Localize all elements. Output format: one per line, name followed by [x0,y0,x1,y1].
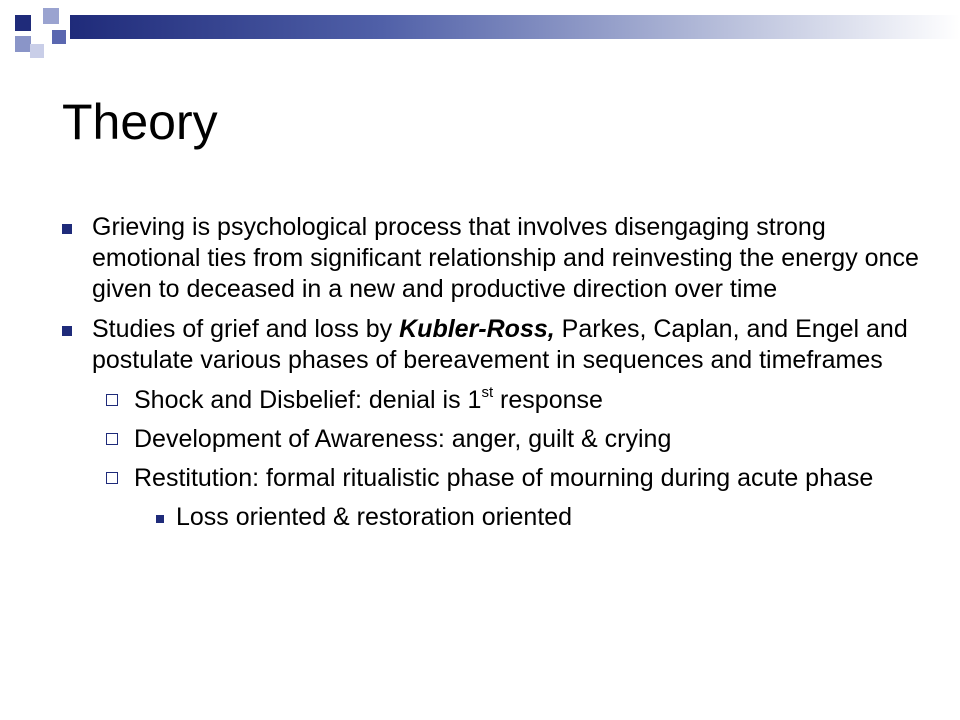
bullet-text-part: Studies of grief and loss by [92,315,400,343]
bullet-item [62,314,922,376]
decor-square [43,8,59,24]
superscript: st [481,383,494,401]
bullet-text: Grieving is psychological process that involves disengaging strong emotional ties from significant relationship and reinvesting the energy once given to deceased in a new and productive direction over time [92,213,919,303]
slide-title: Theory [62,94,218,150]
header-gradient-bar [70,15,960,39]
hollow-square-bullet-icon [106,394,118,406]
sub-bullet-item [106,463,922,494]
sub-bullet-text [134,383,603,414]
sub-bullet-text-part: Shock and Disbelief: denial is 1 [134,386,482,414]
hollow-square-bullet-icon [106,472,118,484]
square-bullet-icon [62,326,72,336]
decor-square [15,36,31,52]
square-bullet-icon [62,224,72,234]
decor-square [52,30,66,44]
decor-square [15,15,31,31]
sub-bullet-text: Development of Awareness: anger, guilt & crying [134,425,672,453]
square-bullet-icon [156,515,164,523]
sub-sub-bullet-item [156,502,922,533]
sub-sub-bullet-text: Loss oriented & restoration oriented [176,503,573,531]
bullet-text-part: Parkes, Caplan, and Engel and postulate various phases of bereavement in sequences and timeframes [92,315,908,374]
decor-square [30,44,44,58]
sub-bullet-item [106,424,922,455]
slide-body [62,212,922,533]
sub-bullet-item [106,385,922,416]
bullet-text [92,315,908,374]
emphasized-name: Kubler-Ross, [399,315,555,343]
sub-bullet-text: Restitution: formal ritualistic phase of mourning during acute phase [134,464,874,492]
bullet-item [62,212,922,305]
hollow-square-bullet-icon [106,433,118,445]
sub-bullet-text-part: response [493,386,603,414]
